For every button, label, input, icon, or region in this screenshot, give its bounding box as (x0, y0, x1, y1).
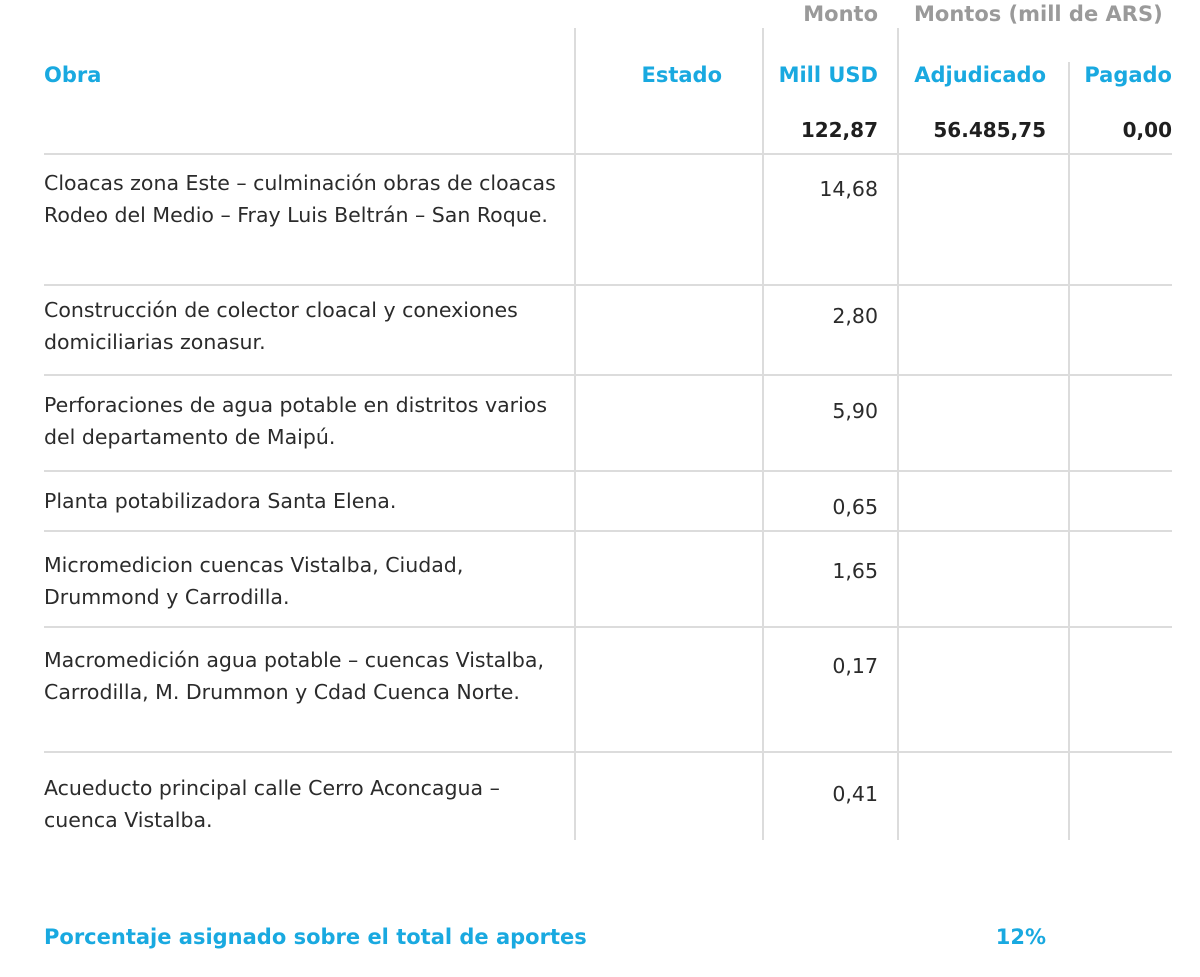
row-divider (44, 470, 1172, 472)
row-divider (44, 284, 1172, 286)
monto-usd-cell: 1,65 (832, 559, 878, 583)
monto-usd-cell: 5,90 (832, 399, 878, 423)
monto-usd-cell: 2,80 (832, 304, 878, 328)
column-divider-estado-usd (762, 28, 764, 840)
row-divider (44, 530, 1172, 532)
percentage-value: 12% (995, 925, 1046, 949)
monto-usd-cell: 0,65 (832, 495, 878, 519)
column-divider-adjudicado-pagado (1068, 62, 1070, 840)
column-header-pagado: Pagado (1084, 63, 1172, 87)
column-header-estado: Estado (641, 63, 722, 87)
obra-cell: Planta potabilizadora Santa Elena. (44, 489, 397, 513)
obra-cell: Cloacas zona Este – culminación obras de cloacas Rodeo del Medio – Fray Luis Beltrán – San Roque. (44, 171, 556, 227)
obra-cell: Acueducto principal calle Cerro Aconcagua – cuenca Vistalba. (44, 776, 500, 832)
monto-usd-cell: 14,68 (819, 177, 878, 201)
montos-ars-supheader: Montos (mill de ARS) (914, 2, 1163, 26)
obra-cell: Perforaciones de agua potable en distritos varios del departamento de Maipú. (44, 393, 548, 449)
row-divider (44, 153, 1172, 155)
monto-usd-cell: 0,17 (832, 654, 878, 678)
total-adjudicado: 56.485,75 (933, 118, 1046, 142)
column-header-obra: Obra (44, 63, 102, 87)
column-header-adjudicado: Adjudicado (914, 63, 1046, 87)
row-divider (44, 374, 1172, 376)
obra-cell: Micromedicion cuencas Vistalba, Ciudad, Drummond y Carrodilla. (44, 553, 464, 609)
percentage-label: Porcentaje asignado sobre el total de aportes (44, 925, 587, 949)
row-divider (44, 751, 1172, 753)
obra-cell: Macromedición agua potable – cuencas Vistalba, Carrodilla, M. Drummon y Cdad Cuenca Norte. (44, 648, 544, 704)
row-divider (44, 626, 1172, 628)
column-divider-usd-adjudicado (897, 28, 899, 840)
total-mill-usd: 122,87 (800, 118, 878, 142)
obra-cell: Construcción de colector cloacal y conexiones domiciliarias zonasur. (44, 298, 518, 354)
monto-supheader: Monto (803, 2, 878, 26)
monto-usd-cell: 0,41 (832, 782, 878, 806)
column-header-mill-usd: Mill USD (778, 63, 878, 87)
column-divider-obra-estado (574, 28, 576, 840)
total-pagado: 0,00 (1122, 118, 1172, 142)
